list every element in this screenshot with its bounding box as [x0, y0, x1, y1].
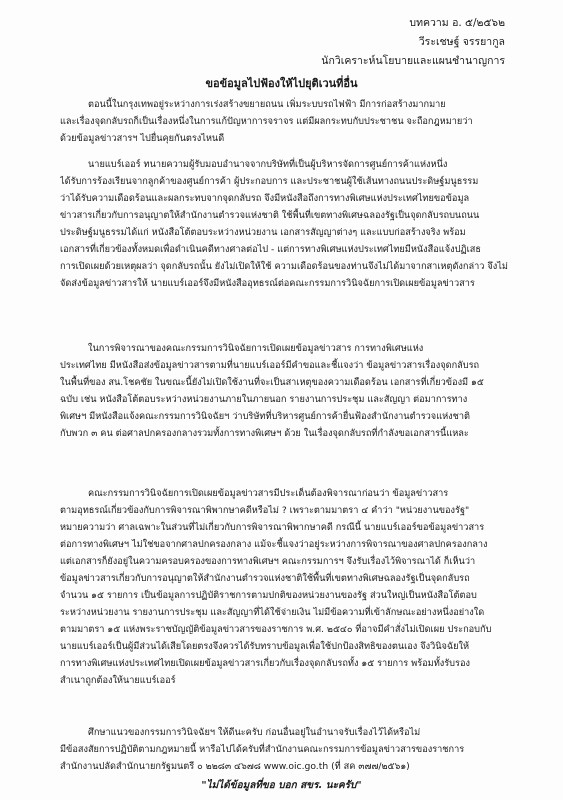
- paragraph-consideration: [60, 340, 510, 442]
- paragraph-line: หมายความว่า ศาลเฉพาะในส่วนที่ไม่เกี่ยวกับการพิจารณาพิพากษาคดี กรณีนี้ นายแบร์เออร์ขอข้อมูลข่าวสาร: [60, 522, 485, 533]
- paragraph-decision: [60, 485, 510, 689]
- paragraph-line: ข้อมูลข่าวสารเกี่ยวกับการอนุญาตให้สำนักงานตำรวจแห่งชาติใช้พื้นที่เขตทางพิเศษฉลองรัฐเป็นจุดกลับรถ: [60, 573, 470, 584]
- paragraph-line: ตามอุทธรณ์เกี่ยวข้องกับการพิจารณาพิพากษาคดีหรือไม่ ? เพราะตามมาตรา ๔ คำว่า "หน่วยงานของรัฐ": [60, 505, 470, 516]
- paragraph-line: นายแบร์เออร์เป็นผู้มีส่วนได้เสียโดยตรงจึงควรได้รับทราบข้อมูลเพื่อใช้ปกป้องสิทธิของตนเอง จึงวินิจฉัยให้: [60, 641, 470, 652]
- paragraph-line: มีข้อสงสัยการปฏิบัติตามกฎหมายนี้ หารือไปได้ครับที่สำนักงานคณะกรรมการข้อมูลข่าวสารของราชการ: [60, 744, 465, 755]
- paragraph-line: ในพื้นที่ของ สน.โชคชัย ในขณะนี้ยังไม่เปิดใช้งานที่จะเป็นสาเหตุของความเดือดร้อน เอกสารที่เกี่ยวข้องมี ๑๕: [60, 377, 484, 388]
- paragraph-intro: [60, 96, 510, 147]
- paragraph-line: ต่อการทางพิเศษฯ ไม่ใช่ขอจากศาลปกครองกลาง แม้จะชี้แจงว่าอยู่ระหว่างการพิจารณาของศาลปกครองกลาง: [60, 539, 488, 550]
- paragraph-line: จำนวน ๑๕ รายการ เป็นข้อมูลการปฏิบัติราชการตามปกติของหน่วยงานของรัฐ ส่วนใหญ่เป็นหนังสือโต้ตอบ: [60, 590, 477, 601]
- paragraph-line: ตอนนี้ในกรุงเทพอยู่ระหว่างการเร่งสร้างขยายถนน เพิ่มระบบรถไฟฟ้า มีการก่อสร้างมากมาย: [88, 99, 446, 110]
- paragraph-line: นายแบร์เออร์ ทนายความผู้รับมอบอำนาจจากบริษัทที่เป็นผู้บริหารจัดการศูนย์การค้าแห่งหนึ่ง: [88, 159, 448, 170]
- paragraph-line: ในการพิจารณาของคณะกรรมการวินิจฉัยการเปิดเผยข้อมูลข่าวสาร การทางพิเศษแห่ง: [88, 343, 424, 354]
- document-title: ขอข้อมูลไปฟ้องให้ไปยุติเวนที่อื่น: [205, 77, 358, 90]
- paragraph-line: ฉบับ เช่น หนังสือโต้ตอบระหว่างหน่วยงานภายในภายนอก รายงานการประชุม และสัญญา ต่อมาการทาง: [60, 394, 468, 405]
- paragraph-line: คณะกรรมการวินิจฉัยการเปิดเผยข้อมูลข่าวสารมีประเด็นต้องพิจารณาก่อนว่า ข้อมูลข่าวสาร: [88, 488, 449, 499]
- paragraph-line: แต่เอกสารก็ยังอยู่ในความครอบครองของการทางพิเศษฯ คณะกรรมการฯ จึงรับเรื่องไว้พิจารณาได้ ก็เห็นว่า: [60, 556, 476, 567]
- paragraph-line: กับพวก ๓ คน ต่อศาลปกครองกลางรวมทั้งการทางพิเศษฯ ด้วย ในเรื่องจุดกลับรถที่กำลังขอเอกสารนี้แหละ: [60, 428, 469, 439]
- paragraph-facts: [60, 156, 510, 292]
- paragraph-line: สำเนาถูกต้องให้นายแบร์เออร์: [60, 675, 176, 686]
- author-position: นักวิเคราะห์นโยบายและแผนชำนาญการ: [321, 55, 505, 67]
- article-number: บทความ อ. ๕/๒๕๖๒: [409, 17, 505, 29]
- paragraph-line: สำนักงานปลัดสำนักนายกรัฐมนตรี ๐ ๒๒๘๓ ๔๖๗๘ www.oic.go.th (ที่ สค ๓๗๗/๒๕๖๑): [60, 761, 410, 772]
- paragraph-line: ด้วยข้อมูลข่าวสารฯ ไปยื่นคุยกันตรงไหนดี: [60, 133, 225, 144]
- paragraph-line: และเรื่องจุดกลับรถก็เป็นเรื่องหนึ่งในการแก้ปัญหาการจราจร แต่มีผลกระทบกับประชาชน จะถือกฎหมายว่า: [60, 116, 473, 127]
- paragraph-line: ประเทศไทย มีหนังสือส่งข้อมูลข่าวสารตามที่นายแบร์เออร์มีคำขอและชี้แจงว่า ข้อมูลข่าวสารเรื่องจุดกลับรถ: [60, 360, 480, 371]
- author-name: วีระเชษฐ์ จรรยากูล: [418, 36, 505, 48]
- paragraph-line: พิเศษฯ มีหนังสือแจ้งคณะกรรมการวินิจฉัยฯ ว่าบริษัทที่บริหารศูนย์การค้ายื่นฟ้องสำนักงานตำรวจแห่งชาติ: [60, 411, 471, 422]
- paragraph-line: เอกสารที่เกี่ยวข้องทั้งหมดเพื่อดำเนินคดีทางศาลต่อไป - แต่การทางพิเศษแห่งประเทศไทยมีหนังสือแจ้งปฏิเสธ: [60, 244, 481, 255]
- paragraph-line: จัดส่งข้อมูลข่าวสารให้ นายแบร์เออร์จึงมีหนังสืออุทธรณ์ต่อคณะกรรมการวินิจฉัยการเปิดเผยข้อมูลข่าวสาร: [60, 278, 475, 289]
- paragraph-line: การทางพิเศษแห่งประเทศไทยเปิดเผยข้อมูลข่าวสารเกี่ยวกับเรื่องจุดกลับรถทั้ง ๑๕ รายการ พร้อมทั้งรับรอง: [60, 658, 470, 669]
- paragraph-line: ได้รับการร้องเรียนจากลูกค้าของศูนย์การค้า ผู้ประกอบการ และประชาชนผู้ใช้เส้นทางถนนประดิษฐ์มนูธรรม: [60, 176, 479, 187]
- paragraph-closing: [60, 724, 510, 775]
- paragraph-line: ศึกษาแนวของกรรมการวินิจฉัยฯ ให้ดีนะครับ ก่อนอื่นอยู่ในอำนาจรับเรื่องไว้ได้หรือไม่: [88, 727, 421, 738]
- paragraph-line: ตามมาตรา ๑๕ แห่งพระราชบัญญัติข้อมูลข่าวสารของราชการ พ.ศ. ๒๕๔๐ ที่อาจมีคำสั่งไม่เปิดเผย ประกอบกับ: [60, 624, 492, 635]
- paragraph-line: ระหว่างหน่วยงาน รายงานการประชุม และสัญญาที่ได้ใช้จ่ายเงิน ไม่มีข้อความที่เข้าลักษณะอย่างหนึ่งอย่างใด: [60, 607, 485, 618]
- paragraph-line: ข่าวสารเกี่ยวกับการอนุญาตให้สำนักงานตำรวจแห่งชาติ ใช้พื้นที่เขตทางพิเศษฉลองรัฐเป็นจุดกลับรถบนถนน: [60, 210, 480, 221]
- paragraph-line: การเปิดเผยด้วยเหตุผลว่า จุดกลับรถนั้น ยังไม่เปิดให้ใช้ ความเดือดร้อนของท่านจึงไม่ได้มาจากสาเหตุดังกล่าว จึงไม่: [60, 261, 508, 272]
- paragraph-line: ว่าได้รับความเดือดร้อนและผลกระทบจากจุดกลับรถ จึงมีหนังสือถึงการทางพิเศษแห่งประเทศไทยขอข้อมูล: [60, 193, 470, 204]
- document-header: [321, 14, 505, 71]
- footer-quote: "ไม่ได้ข้อมูลที่ขอ บอก สขร. นะครับ": [201, 780, 362, 791]
- paragraph-line: ประดิษฐ์มนูธรรมได้แก่ หนังสือโต้ตอบระหว่างหน่วยงาน เอกสารสัญญาต่างๆ และแบบก่อสร้างจริง พร้อม: [60, 227, 466, 238]
